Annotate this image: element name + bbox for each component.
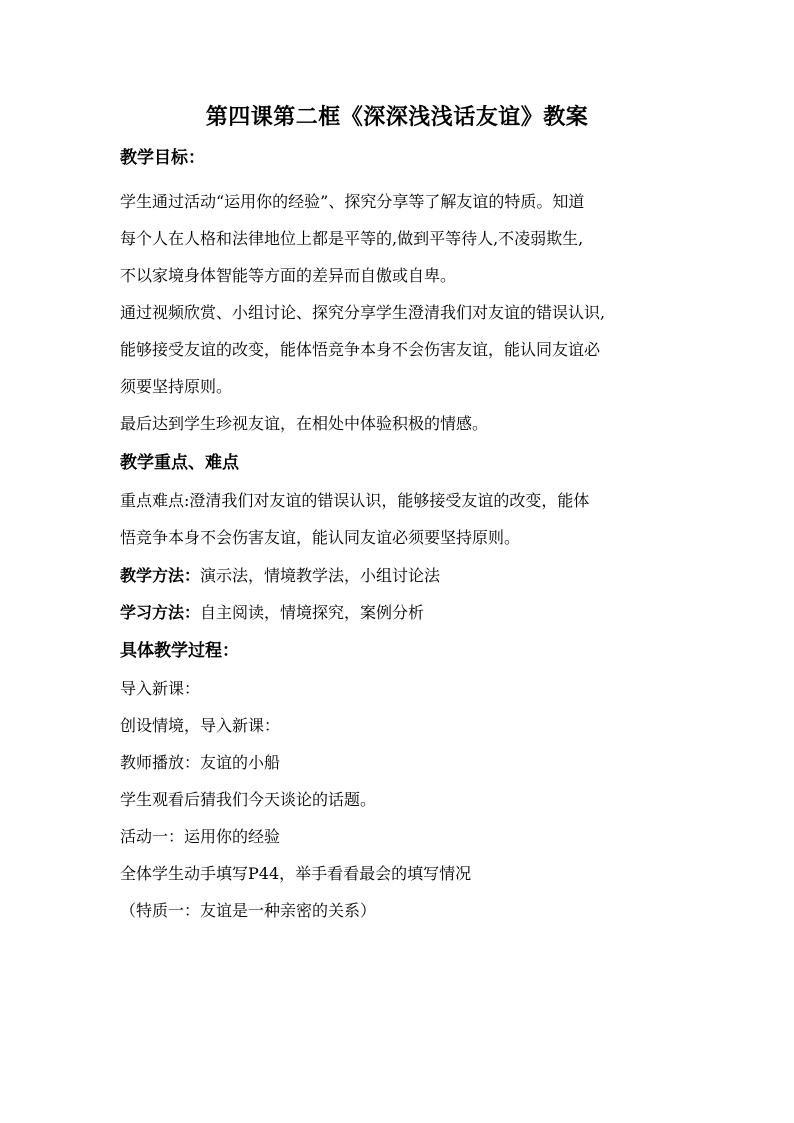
goals-line-7: 最后达到学生珍视友谊，在相处中体验积极的情感。: [120, 414, 489, 433]
teaching-method-label: 教学方法：: [120, 566, 201, 585]
key-points-heading: 教学重点、难点: [120, 453, 239, 473]
process-line-4: 学生观看后猜我们今天谈论的话题。: [120, 790, 377, 809]
process-heading: 具体教学过程：: [120, 641, 239, 661]
goals-line-2: 每个人在人格和法律地位上都是平等的,做到平等待人,不凌弱欺生,: [120, 229, 584, 248]
process-line-3: 教师播放：友谊的小船: [120, 753, 281, 772]
goals-line-3: 不以家境身体智能等方面的差异而自傲或自卑。: [120, 266, 457, 285]
key-line-2: 悟竞争本身不会伤害友谊，能认同友谊必须要坚持原则。: [120, 528, 521, 547]
process-line-7: （特质一：友谊是一种亲密的关系）: [120, 901, 377, 920]
goals-line-6: 须要坚持原则。: [120, 377, 233, 396]
goals-heading: 教学目标：: [120, 148, 205, 168]
goals-line-4: 通过视频欣赏、小组讨论、探究分享学生澄清我们对友谊的错误认识,: [120, 303, 606, 322]
document-title: 第四课第二框《深深浅浅话友谊》教案: [205, 104, 589, 130]
goals-line-5: 能够接受友谊的改变，能体悟竞争本身不会伤害友谊，能认同友谊必: [120, 340, 601, 359]
process-line-1: 导入新课：: [120, 679, 201, 698]
learning-method-value: 自主阅读，情境探究，案例分析: [200, 603, 425, 622]
goals-line-1: 学生通过活动“运用你的经验”、探究分享等了解友谊的特质。知道: [120, 192, 585, 211]
process-line-2: 创设情境，导入新课：: [120, 716, 281, 735]
process-line-5: 活动一：运用你的经验: [120, 827, 281, 846]
learning-method-label: 学习方法：: [120, 603, 201, 622]
teaching-method-value: 演示法，情境教学法，小组讨论法: [200, 566, 441, 585]
process-line-6: 全体学生动手填写P44，举手看看最会的填写情况: [120, 864, 472, 883]
key-line-1: 重点难点:澄清我们对友谊的错误认识，能够接受友谊的改变，能体: [120, 491, 590, 510]
learning-method-line: [120, 603, 424, 623]
teaching-method-line: [120, 566, 440, 586]
